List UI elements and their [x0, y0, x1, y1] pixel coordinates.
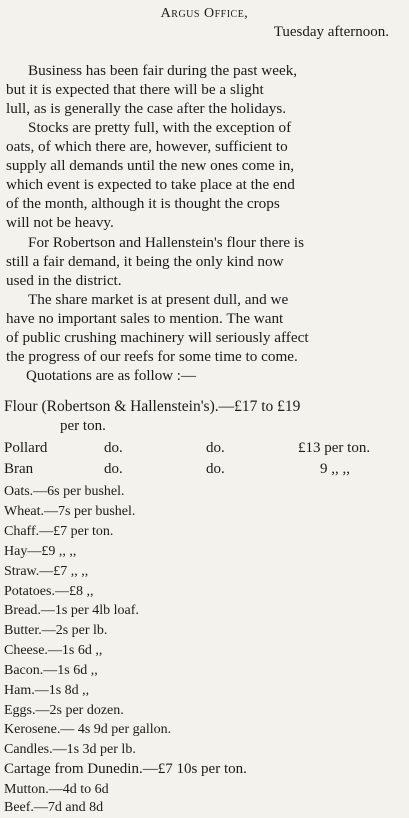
quote-item: Bread.—1s per 4lb loaf. — [4, 603, 139, 618]
quote-item: Wheat.—7s per bushel. — [4, 504, 136, 519]
text-line: have no important sales to mention. The want — [6, 310, 284, 327]
quote-item: Candles.—1s 3d per lb. — [4, 742, 136, 757]
text-line: which event is expected to take place at the end — [6, 176, 295, 193]
quote-bran-ditto-1: do. — [104, 461, 123, 477]
text-line: lull, as is generally the case after the holidays. — [6, 100, 287, 117]
quote-item: Cheese.—1s 6d ,, — [4, 643, 103, 658]
quote-bran-ditto-2: do. — [206, 461, 225, 477]
quote-item: Eggs.—2s per dozen. — [4, 703, 124, 718]
text-line: The share market is at present dull, and we — [28, 291, 289, 308]
paragraph-business — [6, 61, 404, 118]
quote-item: Chaff.—£7 per ton. — [4, 524, 114, 539]
text-line: For Robertson and Hallenstein's flour there is — [28, 234, 305, 251]
quote-item: Bacon.—1s 6d ,, — [4, 663, 98, 678]
text-line: will not be heavy. — [6, 214, 114, 231]
quote-bran-label: Bran — [4, 461, 34, 477]
text-line: oats, of which there are, however, sufficient to — [6, 138, 288, 155]
quote-pollard-label: Pollard — [4, 440, 48, 456]
quote-pollard-ditto-2: do. — [206, 440, 225, 456]
quote-item: Hay—£9 ,, ,, — [4, 544, 77, 559]
paragraph-share-market — [6, 290, 404, 366]
quote-flour: Flour (Robertson & Hallenstein's).—£17 to £19 — [4, 398, 301, 415]
text-line: still a fair demand, it being the only kind now — [6, 253, 284, 270]
text-line: supply all demands until the new ones come in, — [6, 157, 295, 174]
text-line: of the month, although it is thought the crops — [6, 195, 280, 212]
paragraph-flour — [6, 233, 404, 290]
quote-item: Beef.—7d and 8d — [4, 800, 104, 815]
quote-item: Mutton.—4d to 6d — [4, 782, 109, 797]
quote-flour-unit: per ton. — [60, 418, 106, 434]
quote-item: Oats.—6s per bushel. — [4, 484, 125, 499]
text-line: the progress of our reefs for some time to come. — [6, 348, 298, 365]
quote-item: Butter.—2s per lb. — [4, 623, 108, 638]
quote-item: Cartage from Dunedin.—£7 10s per ton. — [4, 761, 247, 777]
text-line: but it is expected that there will be a slight — [6, 81, 264, 98]
office-heading: Argus Office, — [160, 6, 249, 21]
quote-bran-price: 9 ,, ,, — [320, 461, 350, 477]
text-line: Business has been fair during the past week, — [28, 62, 298, 79]
text-line: of public crushing machinery will seriously affect — [6, 329, 309, 346]
quote-item: Straw.—£7 ,, ,, — [4, 564, 89, 579]
paragraph-stocks — [6, 118, 404, 232]
quote-pollard-ditto-1: do. — [104, 440, 123, 456]
quote-item: Ham.—1s 8d ,, — [4, 683, 90, 698]
quote-item: Kerosene.— 4s 9d per gallon. — [4, 722, 172, 737]
text-line: Stocks are pretty full, with the exception of — [28, 119, 292, 136]
quote-item: Potatoes.—£8 ,, — [4, 584, 94, 599]
text-line: used in the district. — [6, 272, 122, 289]
quotations-intro: Quotations are as follow :— — [26, 368, 196, 384]
quote-pollard-price: £13 per ton. — [298, 440, 371, 456]
report-time: Tuesday afternoon. — [273, 24, 389, 40]
